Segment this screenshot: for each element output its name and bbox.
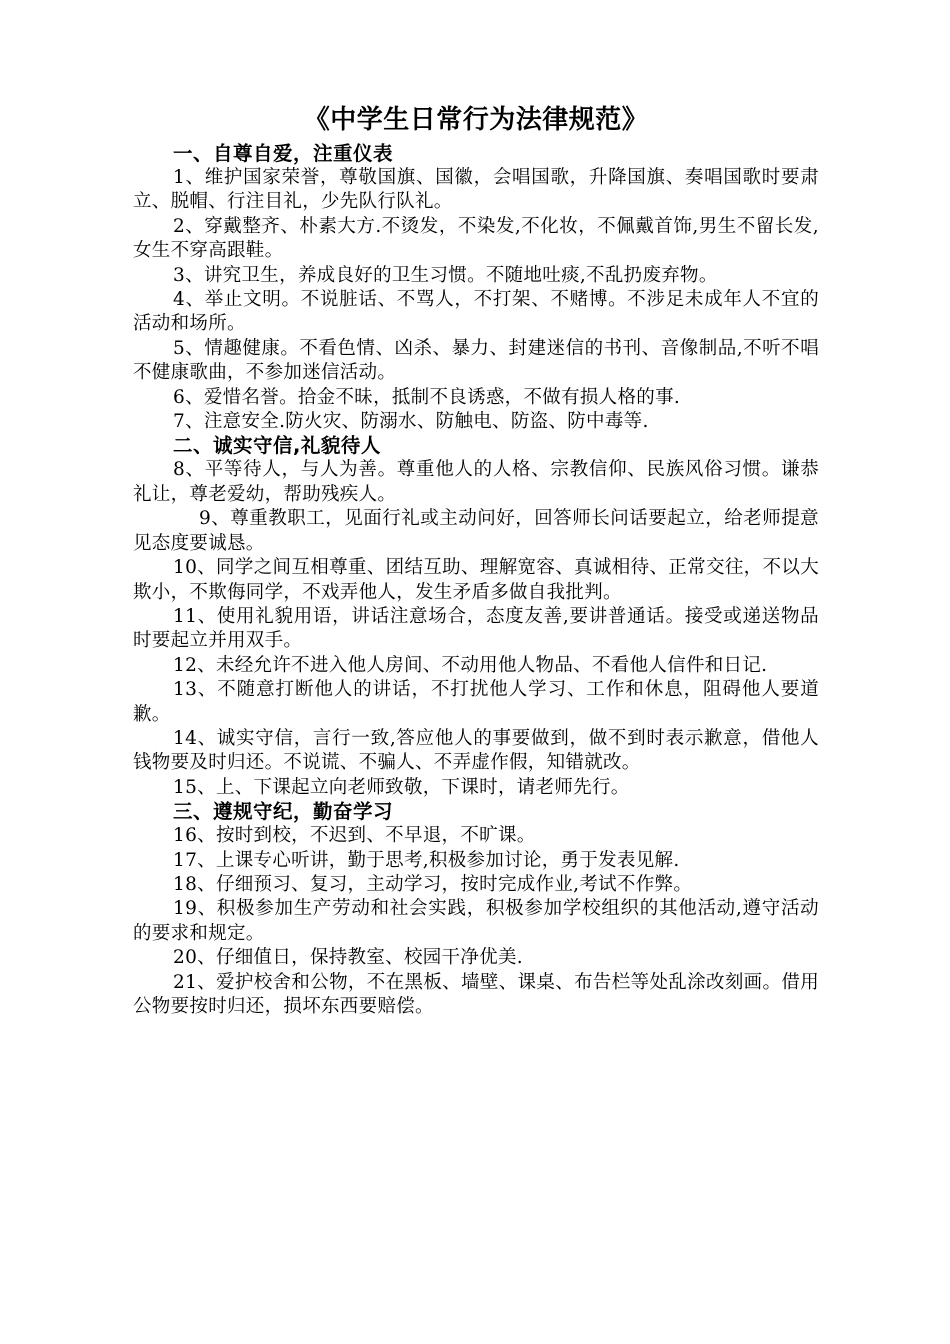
rule-item: 7、注意安全.防火灾、防溺水、防触电、防盗、防中毒等. — [173, 411, 649, 433]
rule-item: 5、情趣健康。不看色情、凶杀、暴力、封建迷信的书刊、音像制品,不听不唱不健康歌曲，不参加迷信活动。 — [133, 337, 819, 384]
section-3 — [133, 800, 819, 1019]
rule-item: 17、上课专心听讲，勤于思考,积极参加讨论，勇于发表见解. — [173, 849, 680, 871]
rule-item: 8、平等待人，与人为善。尊重他人的人格、宗教信仰、民族风俗习惯。谦恭礼让，尊老爱幼，帮助残疾人。 — [133, 459, 819, 505]
rule-item: 2、穿戴整齐、朴素大方.不烫发，不染发,不化妆，不佩戴首饰,男生不留长发,女生不穿高跟鞋。 — [133, 215, 819, 262]
rule-item: 21、爱护校舍和公物，不在黑板、墙壁、课桌、布告栏等处乱涂改刻画。借用公物要按时归还，损坏东西要赔偿。 — [133, 971, 819, 1017]
section-1 — [133, 142, 819, 434]
rule-item: 3、讲究卫生，养成良好的卫生习惯。不随地吐痰,不乱扔废弃物。 — [173, 264, 718, 286]
rule-item: 12、未经允许不进入他人房间、不动用他人物品、不看他人信件和日记. — [173, 654, 768, 676]
rule-item: 20、仔细值日，保持教室、校园干净优美. — [173, 947, 523, 969]
rule-item: 19、积极参加生产劳动和社会实践，积极参加学校组织的其他活动,遵守活动的要求和规定。 — [133, 898, 819, 944]
rule-item: 13、不随意打断他人的讲话，不打扰他人学习、工作和休息，阻碍他人要道歉。 — [133, 679, 819, 725]
document-title: 《中学生日常行为法律规范》 — [303, 105, 649, 135]
rule-item: 1、维护国家荣誉，尊敬国旗、国徽，会唱国歌，升降国旗、奏唱国歌时要肃立、脱帽、行注目礼，少先队行队礼。 — [133, 167, 819, 213]
rule-item: 18、仔细预习、复习，主动学习，按时完成作业,考试不作弊。 — [173, 873, 693, 895]
rule-item: 16、按时到校，不迟到、不早退，不旷课。 — [173, 825, 536, 847]
section-heading: 二、诚实守信,礼貌待人 — [173, 434, 381, 458]
rule-item: 15、上、下课起立向老师致敬，下课时，请老师先行。 — [173, 776, 630, 798]
document-page — [133, 100, 819, 1019]
section-2 — [133, 434, 819, 800]
section-heading: 三、遵规守纪，勤奋学习 — [173, 800, 394, 824]
rule-item: 11、使用礼貌用语，讲话注意场合，态度友善,要讲普通话。接受或递送物品时要起立并用双手。 — [133, 605, 819, 652]
section-heading: 一、自尊自爱，注重仪表 — [173, 142, 394, 165]
rule-item: 9、尊重教职工，见面行礼或主动问好，回答师长问话要起立，给老师提意见态度要诚恳。 — [133, 508, 819, 554]
rule-item: 10、同学之间互相尊重、团结互助、理解宽容、真诚相待、正常交往，不以大欺小，不欺侮同学，不戏弄他人，发生矛盾多做自我批判。 — [133, 557, 819, 603]
rule-item: 14、诚实守信，言行一致,答应他人的事要做到，做不到时表示歉意，借他人钱物要及时归还。不说谎、不骗人、不弄虚作假，知错就改。 — [133, 727, 819, 774]
rule-item: 4、举止文明。不说脏话、不骂人，不打架、不赌博。不涉足未成年人不宜的活动和场所。 — [133, 289, 819, 335]
rule-item: 6、爱惜名誉。拾金不昧，抵制不良诱惑，不做有损人格的事. — [173, 386, 681, 408]
